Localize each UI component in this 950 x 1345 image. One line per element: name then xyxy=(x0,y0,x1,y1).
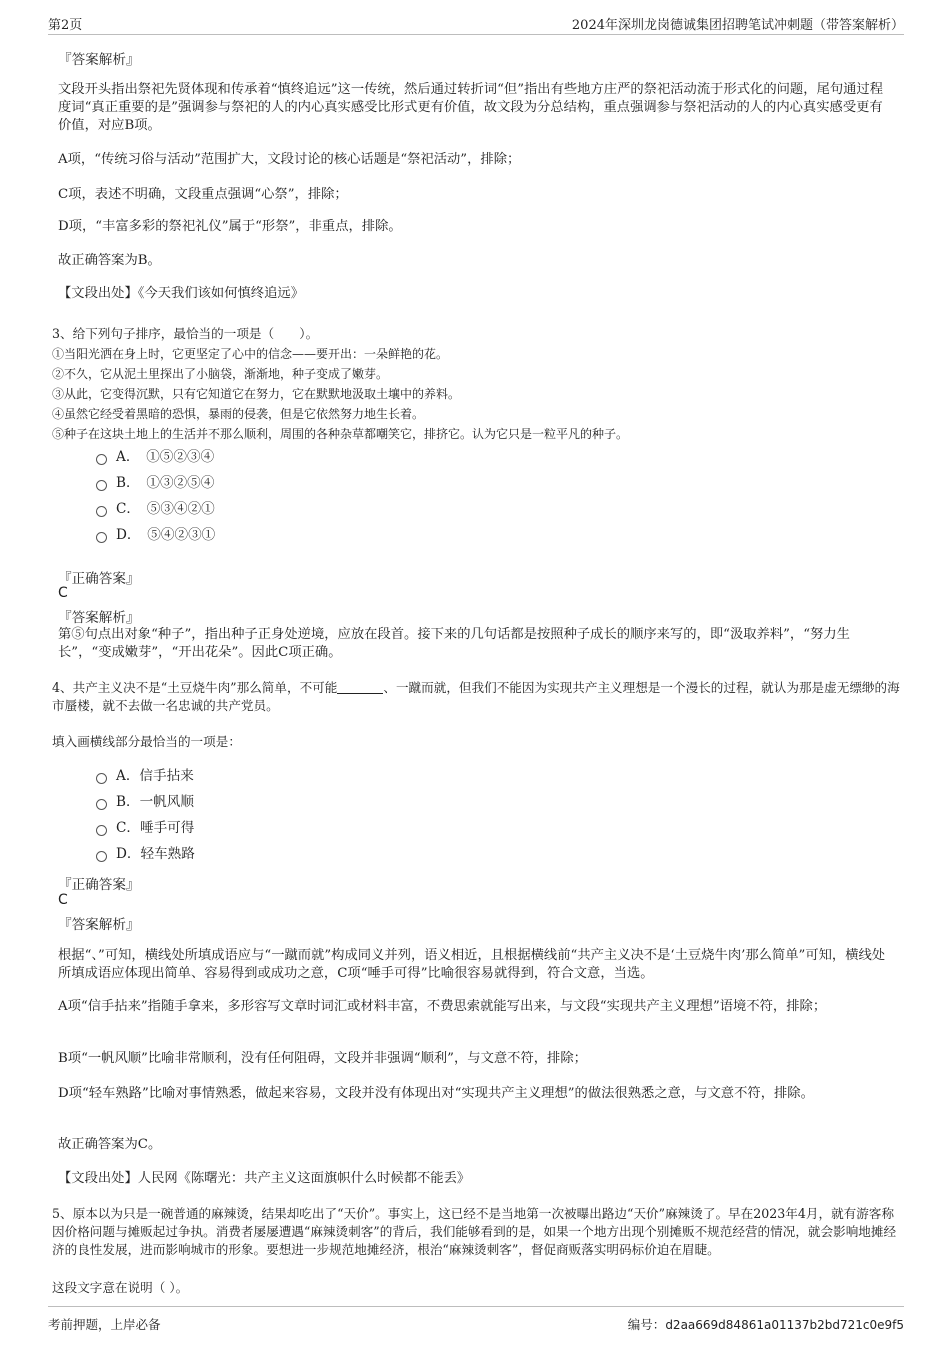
question-5-stem: 5、原本以为只是一碗普通的麻辣烫，结果却吃出了“天价”。事实上，这已经不是当地第一次被曝出路边“天价”麻辣烫了。早在2023年4月，就有游客称因价格问题与摊贩起过争执。消费者屡屡遭遇“麻辣烫刺客”的背后，我们能够看到的是，如果一个地方出现个别摊贩不规范经营的情况，就会影响地摊经济的良性发展，进而影响城市的形象。要想进一步规范地摊经济，根治“麻辣烫刺客”，督促商贩落实明码标价迫在眉睫。 xyxy=(52,1206,897,1257)
question-4-stem xyxy=(52,679,904,715)
radio-button-icon[interactable] xyxy=(96,532,107,543)
option-label: D． ⑤④②③① xyxy=(116,527,216,543)
option-label: C． ⑤③④②① xyxy=(116,501,215,517)
option-label: B． ①③②⑤④ xyxy=(116,475,215,491)
conclusion: 故正确答案为C。 xyxy=(58,1137,162,1152)
fill-blank xyxy=(337,693,383,694)
correct-answer: C xyxy=(58,892,68,908)
option-label: A．信手拈来 xyxy=(116,768,194,784)
q4-option-d[interactable] xyxy=(96,845,195,863)
analysis-label: 『答案解析』 xyxy=(58,917,140,933)
sentence-1: ①当阳光洒在身上时，它更坚定了心中的信念——要开出：一朵鲜艳的花。 xyxy=(52,347,449,361)
sentence-5: ⑤种子在这块土地上的生活并不那么顺利，周围的各种杂草都嘲笑它，排挤它。认为它只是一粒平凡的种子。 xyxy=(52,427,629,441)
document-id xyxy=(628,1315,904,1333)
footer-slogan: 考前押题，上岸必备 xyxy=(48,1317,161,1332)
radio-button-icon[interactable] xyxy=(96,799,107,810)
q4-option-c[interactable] xyxy=(96,819,194,837)
analysis-option-b: B项“一帆风顺”比喻非常顺利，没有任何阻碍，文段并非强调“顺利”，与文意不符，排除； xyxy=(58,1051,587,1066)
q3-option-b[interactable] xyxy=(96,474,214,492)
analysis-option-c: C项，表述不明确，文段重点强调“心祭”，排除； xyxy=(58,187,348,202)
analysis-option-d: D项，“丰富多彩的祭祀礼仪”属于“形祭”，非重点，排除。 xyxy=(58,219,402,234)
correct-answer-label: 『正确答案』 xyxy=(58,571,140,587)
analysis-label: 『答案解析』 xyxy=(58,610,140,626)
radio-button-icon[interactable] xyxy=(96,825,107,836)
analysis-paragraph: 文段开头指出祭祀先贤体现和传承着“慎终追远”这一传统，然后通过转折词“但”指出有些地方庄严的祭祀活动流于形式化的问题，尾句通过程度词“真正重要的是”强调参与祭祀的人的内心真实感受比形式更有价值，故文段为分总结构，重点强调参与祭祀活动的人的内心真实感受更有价值，对应B项。 xyxy=(58,82,884,133)
sentence-2: ②不久，它从泥土里探出了小脑袋，渐渐地，种子变成了嫩芽。 xyxy=(52,367,389,381)
q3-option-d[interactable] xyxy=(96,526,215,544)
source-note: 【文段出处】《今天我们该如何慎终追远》 xyxy=(58,286,304,301)
q3-option-a[interactable] xyxy=(96,448,214,466)
analysis-option-a: A项“信手拈来”指随手拿来，多形容写文章时词汇或材料丰富，不费思索就能写出来，与文段“实现共产主义理想”语境不符，排除； xyxy=(58,999,827,1014)
page-header xyxy=(48,14,904,35)
radio-button-icon[interactable] xyxy=(96,506,107,517)
question-4-prompt: 填入画横线部分最恰当的一项是： xyxy=(52,734,241,749)
analysis-paragraph: 第⑤句点出对象“种子”，指出种子正身处逆境，应放在段首。接下来的几句话都是按照种子成长的顺序来写的，即“汲取养料”，“努力生长”，“变成嫩芽”，“开出花朵”。因此C项正确。 xyxy=(58,627,850,660)
option-label: A． ①⑤②③④ xyxy=(116,449,215,465)
radio-button-icon[interactable] xyxy=(96,454,107,465)
option-label: D．轻车熟路 xyxy=(116,846,195,862)
source-note: 【文段出处】人民网《陈曙光：共产主义这面旗帜什么时候都不能丢》 xyxy=(58,1171,471,1186)
stem-part: 、一蹴而就，但我们不能因为实现共产主义理想是一个漫长的过程，就认为那是虚无缥缈的海市蜃楼，就不去做一名忠诚的共产党员。 xyxy=(52,680,900,713)
question-5-prompt: 这段文字意在说明（ ）。 xyxy=(52,1280,189,1295)
radio-button-icon[interactable] xyxy=(96,773,107,784)
q4-option-b[interactable] xyxy=(96,793,194,811)
sentence-4: ④虽然它经受着黑暗的恐惧，暴雨的侵袭，但是它依然努力地生长着。 xyxy=(52,407,425,421)
correct-answer: C xyxy=(58,585,68,601)
analysis-label: 『答案解析』 xyxy=(58,52,140,68)
question-3-stem: 3、给下列句子排序，最恰当的一项是（ ）。 xyxy=(52,326,319,341)
stem-part: 4、共产主义决不是“土豆烧牛肉”那么简单，不可能 xyxy=(52,680,338,695)
document-id-label: 编号： xyxy=(627,1317,666,1332)
document-title: 2024年深圳龙岗德诚集团招聘笔试冲刺题（带答案解析） xyxy=(571,18,904,33)
analysis-paragraph: 根据“、”可知，横线处所填成语应与“一蹴而就”构成同义并列，语义相近，且根据横线前“共产主义决不是‘土豆烧牛肉’那么简单”可知，横线处所填成语应体现出简单、容易得到或成功之意，C项“唾手可得”比喻很容易就得到，符合文意，当选。 xyxy=(58,948,886,981)
document-id-value: d2aa669d84861a01137b2bd721c0e9f5 xyxy=(665,1318,904,1332)
radio-button-icon[interactable] xyxy=(96,851,107,862)
analysis-option-a: A项，“传统习俗与活动”范围扩大，文段讨论的核心话题是“祭祀活动”，排除； xyxy=(58,152,521,167)
sentence-3: ③从此，它变得沉默，只有它知道它在努力，它在默默地汲取土壤中的养料。 xyxy=(52,387,461,401)
radio-button-icon[interactable] xyxy=(96,480,107,491)
option-label: C．唾手可得 xyxy=(116,820,195,836)
q3-option-c[interactable] xyxy=(96,500,215,518)
q4-option-a[interactable] xyxy=(96,767,194,785)
conclusion: 故正确答案为B。 xyxy=(58,253,161,268)
analysis-option-d: D项“轻车熟路”比喻对事情熟悉，做起来容易，文段并没有体现出对“实现共产主义理想”的做法很熟悉之意，与文意不符，排除。 xyxy=(58,1086,814,1101)
page-number: 第2页 xyxy=(48,18,83,33)
option-label: B．一帆风顺 xyxy=(116,794,194,810)
page-footer xyxy=(48,1306,904,1335)
correct-answer-label: 『正确答案』 xyxy=(58,877,140,893)
